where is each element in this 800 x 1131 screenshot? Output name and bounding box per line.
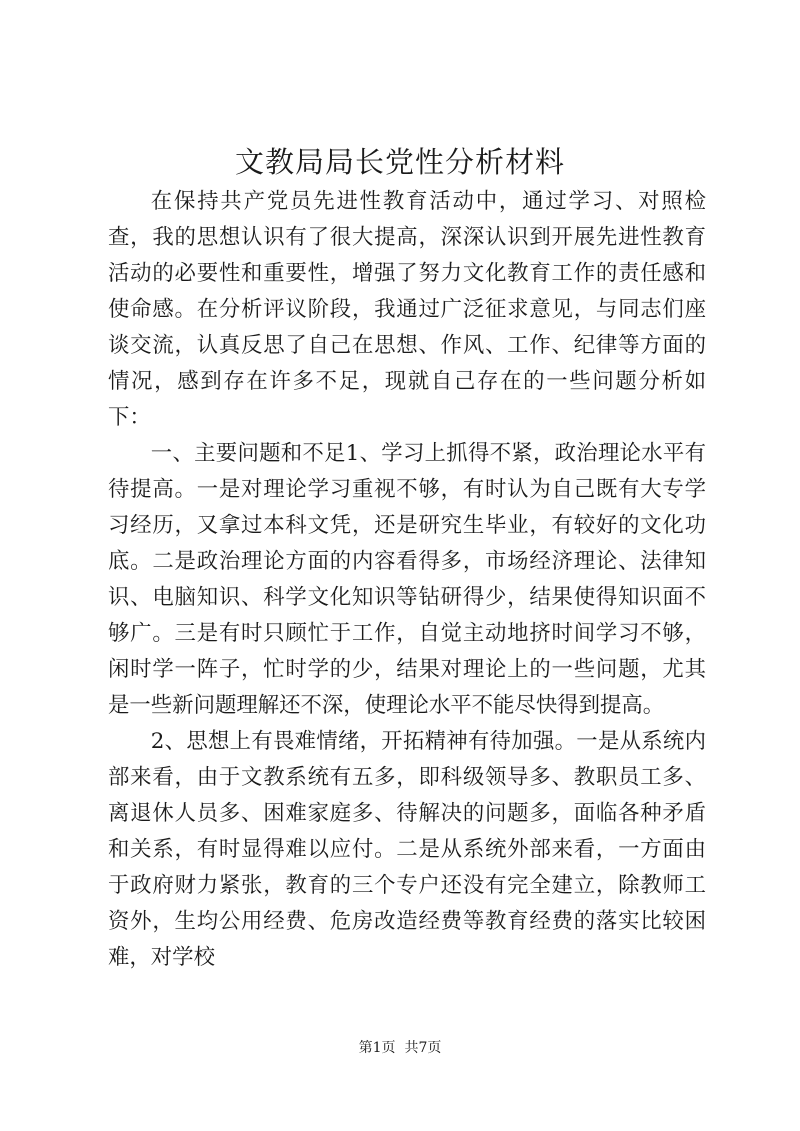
page-footer: 第1页 共7页 [358, 1040, 442, 1056]
document-body [108, 184, 706, 976]
paragraph-problem-2: 2、思想上有畏难情绪，开拓精神有待加强。一是从系统内部来看，由于文教系统有五多，即科级领导多、教职员工多、离退休人员多、困难家庭多、待解决的问题多，面临各种矛盾和关系，有时显得难以应付。二是从系统外部来看，一方面由于政府财力紧张，教育的三个专户还没有完全建立，除教师工资外，生均公用经费、危房改造经费等教育经费的落实比较困难，对学校 [108, 729, 706, 970]
paragraph-problem-1: 一、主要问题和不足1、学习上抓得不紧，政治理论水平有待提高。一是对理论学习重视不够，有时认为自己既有大专学习经历，又拿过本科文凭，还是研究生毕业，有较好的文化功底。二是政治理论方面的内容看得多，市场经济理论、法律知识、电脑知识、科学文化知识等钻研得少，结果使得知识面不够广。三是有时只顾忙于工作，自觉主动地挤时间学习不够，闲时学一阵子，忙时学的少，结果对理论上的一些问题，尤其是一些新问题理解还不深，使理论水平不能尽快得到提高。 [108, 441, 706, 718]
paragraph-intro: 在保持共产党员先进性教育活动中，通过学习、对照检查，我的思想认识有了很大提高，深深认识到开展先进性教育活动的必要性和重要性，增强了努力文化教育工作的责任感和使命感。在分析评议阶段，我通过广泛征求意见，与同志们座谈交流，认真反思了自己在思想、作风、工作、纪律等方面的情况，感到存在许多不足，现就自己存在的一些问题分析如下： [108, 189, 706, 430]
document-title: 文教局局长党性分析材料 [234, 145, 565, 179]
